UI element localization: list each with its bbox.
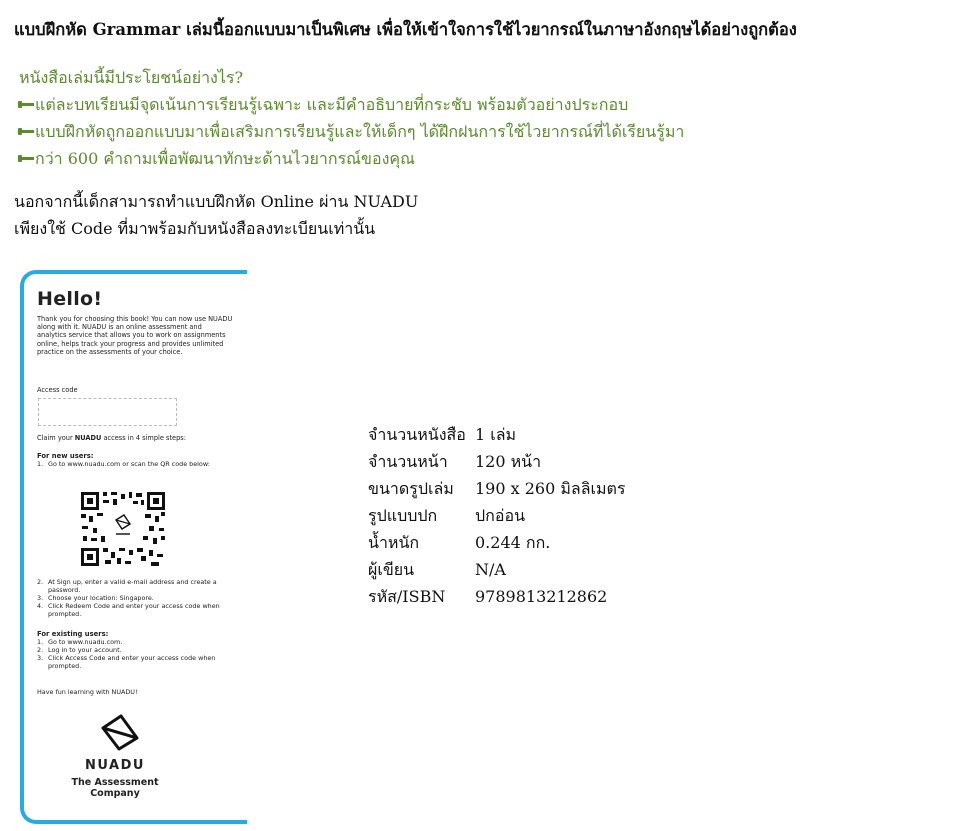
new-users-steps	[37, 461, 227, 469]
tagline-line-1: The Assessment	[71, 777, 159, 788]
nuadu-brand: NUADU	[85, 758, 145, 773]
online-line-1: นอกจากนี้เด็กสามารถทำแบบฝึกหัด Online ผ่าน NUADU	[14, 192, 419, 211]
have-fun-text: Have fun learning with NUADU!	[37, 688, 138, 696]
spec-label: จำนวนหนังสือ	[368, 425, 466, 444]
step-item	[37, 461, 227, 469]
step-text: Go to www.nuadu.com or scan the QR code below:	[48, 460, 210, 468]
spec-value: 1 เล่ม	[475, 425, 517, 444]
benefit-text: กว่า 600 คำถามเพื่อพัฒนาทักษะด้านไวยากรณ์ของคุณ	[35, 149, 415, 168]
claim-text	[37, 434, 186, 442]
spec-label: รหัส/ISBN	[368, 587, 446, 606]
nuadu-access-card	[20, 270, 247, 824]
step-number: 3.	[37, 653, 44, 662]
step-text: Click Redeem Code and enter your access code when prompted.	[48, 601, 220, 618]
spec-label: รูปแบบปก	[368, 506, 438, 525]
spec-row	[368, 475, 626, 502]
benefits-section	[18, 64, 684, 172]
card-intro-text: Thank you for choosing this book! You can now use NUADU along with it. NUADU is an online assessment and analytics service that allows you to work on assignments online, helps track your progress and provides unlimited practice on the assessments of your choice.	[37, 315, 233, 356]
online-info	[14, 188, 418, 242]
step-item	[37, 579, 227, 595]
claim-suffix: access in 4 simple steps:	[101, 434, 186, 442]
qr-code-icon	[79, 490, 167, 568]
step-text: Log in to your account.	[48, 645, 122, 654]
benefit-item	[18, 145, 684, 172]
claim-brand: NUADU	[74, 434, 102, 442]
spec-label: ผู้เขียน	[368, 560, 415, 579]
access-code-label: Access code	[37, 386, 78, 394]
book-specs	[368, 421, 626, 610]
step-text: Go to www.nuadu.com.	[48, 638, 123, 646]
spec-row	[368, 448, 626, 475]
step-number: 3.	[37, 593, 44, 602]
step-text: Choose your location: Singapore.	[48, 593, 154, 602]
spec-row	[368, 421, 626, 448]
benefits-question: หนังสือเล่มนี้มีประโยชน์อย่างไร?	[19, 68, 244, 87]
spec-value: 0.244 กก.	[475, 533, 551, 552]
nuadu-logo-icon	[97, 712, 145, 752]
spec-label: ขนาดรูปเล่ม	[368, 479, 454, 498]
step-number: 4.	[37, 601, 44, 610]
step-item	[37, 603, 227, 619]
bullet-icon	[18, 157, 34, 160]
bullet-icon	[18, 130, 34, 133]
step-number: 1.	[37, 638, 44, 646]
new-users-steps	[37, 579, 227, 619]
spec-value: 190 x 260 มิลลิเมตร	[475, 479, 626, 498]
step-text: Click Access Code and enter your access code when prompted.	[48, 653, 216, 670]
spec-label: จำนวนหน้า	[368, 452, 448, 471]
step-number: 2.	[37, 578, 44, 586]
benefit-text: แต่ละบทเรียนมีจุดเน้นการเรียนรู้เฉพาะ และมีคำอธิบายที่กระชับ พร้อมตัวอย่างประกอบ	[35, 95, 629, 114]
new-users-title: For new users:	[37, 452, 94, 460]
spec-row	[368, 529, 626, 556]
page-title: แบบฝึกหัด Grammar เล่มนี้ออกแบบมาเป็นพิเศษ เพื่อให้เข้าใจการใช้ไวยากรณ์ในภาษาอังกฤษได้อย่างถูกต้อง	[14, 20, 797, 39]
existing-users-steps	[37, 639, 227, 671]
step-number: 2.	[37, 645, 44, 654]
spec-row	[368, 583, 626, 610]
spec-label: น้ำหนัก	[368, 533, 420, 552]
spec-value: 120 หน้า	[475, 452, 542, 471]
spec-row	[368, 556, 626, 583]
step-text: At Sign up, enter a valid e-mail address and create a password.	[48, 578, 217, 594]
step-item	[37, 655, 227, 671]
nuadu-tagline	[24, 777, 206, 799]
claim-prefix: Claim your	[37, 434, 75, 442]
benefit-item	[18, 118, 684, 145]
spec-value: N/A	[475, 560, 506, 579]
benefit-text: แบบฝึกหัดถูกออกแบบมาเพื่อเสริมการเรียนรู้และให้เด็กๆ ได้ฝึกฝนการใช้ไวยากรณ์ที่ได้เรียนรู้มา	[35, 122, 685, 141]
tagline-line-2: Company	[90, 788, 140, 799]
online-line-2: เพียงใช้ Code ที่มาพร้อมกับหนังสือลงทะเบียนเท่านั้น	[14, 219, 376, 238]
bullet-icon	[18, 103, 34, 106]
card-hello-heading: Hello!	[37, 288, 103, 310]
spec-row	[368, 502, 626, 529]
access-code-box	[38, 398, 177, 426]
step-number: 1.	[37, 460, 44, 468]
spec-value: ปกอ่อน	[475, 506, 525, 525]
benefit-item	[18, 91, 684, 118]
existing-users-title: For existing users:	[37, 630, 109, 638]
specs-table	[368, 421, 626, 610]
spec-value: 9789813212862	[475, 587, 608, 606]
